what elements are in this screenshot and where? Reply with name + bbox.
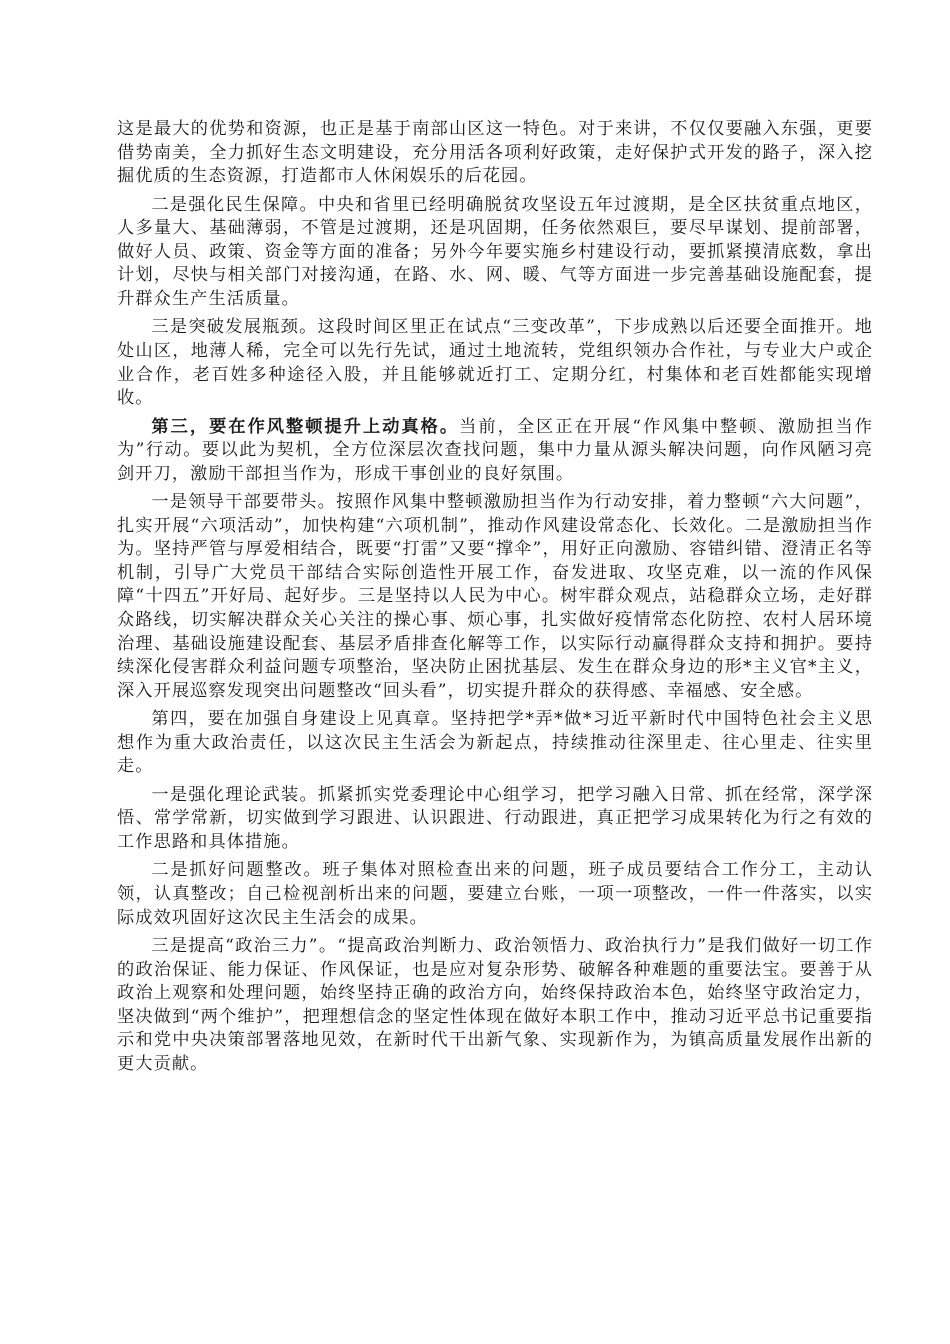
paragraph-text: 二是强化民生保障。中央和省里已经明确脱贫攻坚设五年过渡期，是全区扶贫重点地区，人多量大、基础薄弱，不管是过渡期，还是巩固期，任务依然艰巨，要尽早谋划、提前部署，做好人员、政策、资金等方面的准备；另外今年要实施乡村建设行动，要抓紧摸清底数，拿出计划，尽快与相关部门对接沟通，在路、水、网、暖、气等方面进一步完善基础设施配套，提升群众生产生活质量。 (117, 194, 873, 309)
paragraph-text: 这是最大的优势和资源，也正是基于南部山区这一特色。对于来讲，不仅仅要融入东强，更要借势南美，全力抓好生态文明建设，充分用活各项利好政策，走好保护式开发的路子，深入挖掘优质的生态资源，打造都市人休闲娱乐的后花园。 (117, 119, 873, 187)
paragraph-text: 三是提高“政治三力”。“提高政治判断力、政治领悟力、政治执行力”是我们做好一切工作的政治保证、能力保证、作风保证，也是应对复杂形势、破解各种难题的重要法宝。要善于从政治上观察和处理问题，始终坚持正确的政治方向，始终保持政治本色，始终坚守政治定力，坚决做到“两个维护”，把理想信念的坚定性体现在做好本职工作中，推动习近平总书记重要指示和党中央决策部署落地见效，在新时代干出新气象、实现新作为，为镇高质量发展作出新的更大贡献。 (117, 935, 873, 1074)
paragraph-text: 一是领导干部要带头。按照作风集中整顿激励担当作为行动安排，着力整顿“六大问题”，扎实开展“六项活动”，加快构建“六项机制”，推动作风建设常态化、长效化。二是激励担当作为。坚持严管与厚爱相结合，既要“打雷”又要“撑伞”，用好正向激励、容错纠错、澄清正名等机制，引导广大党员干部结合实际创造性开展工作，奋发进取、攻坚克难，以一流的作风保障“十四五”开好局、起好步。三是坚持以人民为中心。树牢群众观点，站稳群众立场，走好群众路线，切实解决群众关心关注的操心事、烦心事，扎实做好疫情常态化防控、农村人居环境治理、基础设施建设配套、基层矛盾排查化解等工作，以实际行动赢得群众支持和拥护。要持续深化侵害群众利益问题专项整治，坚决防止困扰基层、发生在群众身边的形*主义官*主义，深入开展巡察发现突出问题整改“回头看”，切实提升群众的获得感、幸福感、安全感。 (117, 492, 873, 701)
paragraph-livelihood (117, 194, 873, 312)
paragraph-theory-study (117, 784, 873, 855)
document-page (117, 118, 873, 1081)
paragraph-self-building (117, 708, 873, 779)
paragraph-style-rectification (117, 416, 873, 487)
paragraph-leaders-take-lead (117, 491, 873, 703)
paragraph-text: 当前，全区正在开展“作风集中整顿、激励担当作为”行动。要以此为契机，全方位深层次查找问题，集中力量从源头解决问题，向作风陋习亮剑开刀，激励干部担当作为，形成干事创业的良好氛围。 (117, 416, 873, 484)
paragraph-problem-rectification (117, 859, 873, 930)
paragraph-lead-heading: 第三，要在作风整顿提升上动真格。 (151, 416, 460, 437)
paragraph-text: 第四，要在加强自身建设上见真章。坚持把学*弄*做*习近平新时代中国特色社会主义思想作为重大政治责任，以这次民主生活会为新起点，持续推动往深里走、往心里走、往实里走。 (117, 709, 873, 777)
paragraph-text: 三是突破发展瓶颈。这段时间区里正在试点“三变改革”，下步成熟以后还要全面推开。地处山区，地薄人稀，完全可以先行先试，通过土地流转，党组织领办合作社，与专业大户或企业合作，老百姓多种途径入股，并且能够就近打工、定期分红，村集体和老百姓都能实现增收。 (117, 317, 873, 409)
paragraph-political-abilities (117, 935, 873, 1077)
paragraph-development-bottleneck (117, 316, 873, 410)
paragraph-text: 二是抓好问题整改。班子集体对照检查出来的问题，班子成员要结合工作分工，主动认领，认真整改；自己检视剖析出来的问题，要建立台账，一项一项整改，一件一件落实，以实际成效巩固好这次民主生活会的成果。 (117, 860, 873, 928)
paragraph-text: 一是强化理论武装。抓紧抓实党委理论中心组学习，把学习融入日常、抓在经常，深学深悟、常学常新，切实做到学习跟进、认识跟进、行动跟进，真正把学习成果转化为行之有效的工作思路和具体措施。 (117, 784, 873, 852)
paragraph-ecology-advantage (117, 118, 873, 189)
